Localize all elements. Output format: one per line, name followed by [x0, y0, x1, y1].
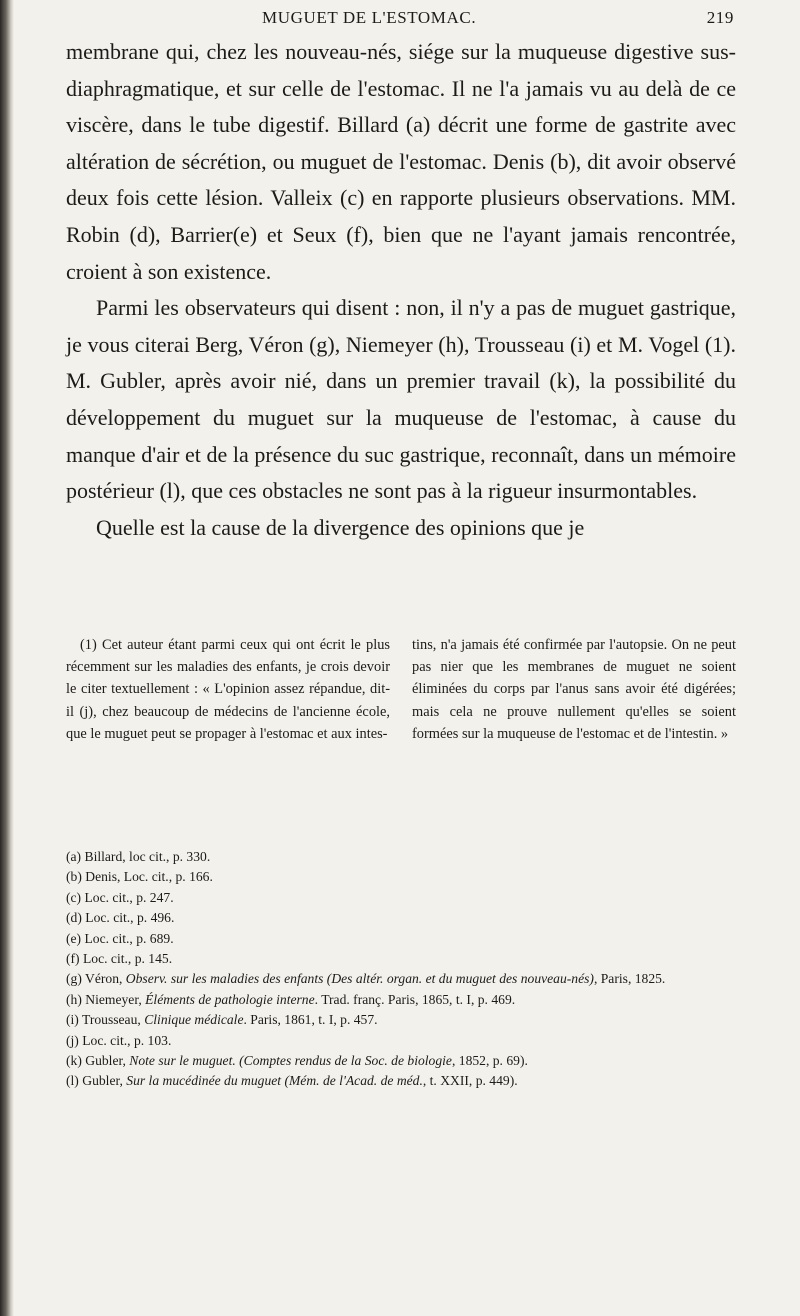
reference-item — [66, 1031, 736, 1051]
reference-list — [66, 847, 736, 1092]
reference-item — [66, 949, 736, 969]
reference-mark: (h) — [66, 991, 82, 1007]
reference-author: Trousseau, — [82, 1012, 141, 1028]
reference-mark: (b) — [66, 869, 82, 885]
reference-text: Billard, loc cit., p. 330. — [84, 849, 211, 864]
reference-item — [66, 969, 736, 989]
reference-title: Note sur le muguet. (Comptes rendus de la Soc. de biologie — [129, 1053, 452, 1069]
reference-author: Véron, — [85, 971, 123, 987]
footnote-text: (1) Cet auteur étant parmi ceux qui ont écrit le plus récemment sur les maladies des enfants, je crois devoir le citer textuellement : « L'opinion assez répandue, dit-il (j), chez beaucoup de médecins de l'ancienne école, que le muguet peut se propager à l'estomac et aux intes- — [66, 637, 390, 742]
reference-item — [66, 847, 736, 867]
reference-rest: . Trad. franç. Paris, 1865, t. I, p. 469. — [314, 991, 516, 1007]
reference-mark: (d) — [66, 910, 82, 926]
reference-mark: (j) — [66, 1032, 79, 1048]
reference-item — [66, 1051, 736, 1071]
page-number: 219 — [706, 8, 734, 27]
reference-mark: (l) — [66, 1073, 79, 1089]
reference-title: Observ. sur les maladies des enfants (Des altér. organ. et du muguet des nouveau-nés) — [125, 971, 594, 987]
reference-text: Loc. cit., p. 103. — [82, 1032, 172, 1048]
reference-rest: , Paris, 1825. — [593, 971, 666, 987]
footnote-text: tins, n'a jamais été confirmée par l'autopsie. On ne peut pas nier que les membranes de muguet ne soient éliminées du corps par l'anus sans avoir été digérées; mais cela ne prouve nullement qu'elles se soient formées sur la muqueuse de l'estomac et de l'intestin. » — [412, 637, 736, 742]
reference-title: Clinique médicale — [144, 1012, 244, 1028]
reference-mark: (e) — [66, 930, 82, 946]
reference-mark: (c) — [66, 889, 82, 905]
reference-title: Éléments de pathologie interne — [145, 991, 315, 1007]
reference-mark: (k) — [66, 1053, 82, 1069]
reference-mark: (i) — [66, 1012, 79, 1028]
reference-item — [66, 867, 736, 887]
reference-text: Denis, Loc. cit., p. 166. — [85, 869, 213, 885]
reference-rest: . Paris, 1861, t. I, p. 457. — [243, 1012, 378, 1028]
reference-mark: (f) — [66, 951, 80, 967]
reference-item — [66, 888, 736, 908]
paragraph: Parmi les observateurs qui disent : non, il n'y a pas de muguet gastrique, je vous citerai Berg, Véron (g), Niemeyer (h), Trousseau (i) et M. Vogel (1). M. Gubler, après avoir nié, dans un premier travail (k), la possibilité du développement du muguet sur la muqueuse de l'estomac, à cause du manque d'air et de la présence du suc gastrique, reconnaît, dans un mémoire postérieur (l), que ces obstacles ne sont pas à la rigueur insurmontables. — [66, 295, 736, 504]
reference-author: Gubler, — [82, 1073, 123, 1089]
reference-author: Gubler, — [85, 1053, 126, 1069]
running-header — [80, 8, 734, 34]
reference-mark: (a) — [66, 849, 82, 864]
paragraph: membrane qui, chez les nouveau-nés, siége sur la muqueuse digestive sus-diaphragmatique, et sur celle de l'estomac. Il ne l'a jamais vu au delà de ce viscère, dans le tube digestif. Billard (a) décrit une forme de gastrite avec altération de sécrétion, ou muguet de l'estomac. Denis (b), dit avoir observé deux fois cette lésion. Valleix (c) en rapporte plusieurs observations. MM. Robin (d), Barrier(e) et Seux (f), bien que ne l'ayant jamais rencontrée, croient à son existence. — [66, 39, 736, 284]
footnote-column-right — [412, 634, 736, 745]
reference-item — [66, 929, 736, 949]
reference-item — [66, 990, 736, 1010]
running-title: MUGUET DE L'ESTOMAC. — [262, 8, 477, 27]
reference-item — [66, 908, 736, 928]
paragraph: Quelle est la cause de la divergence des opinions que je — [96, 514, 585, 540]
reference-rest: , 1852, p. 69). — [451, 1053, 528, 1069]
footnote-column-left — [66, 634, 390, 745]
reference-title: Sur la mucédinée du muguet (Mém. de l'Acad. de méd. — [126, 1073, 423, 1089]
reference-item — [66, 1010, 736, 1030]
reference-text: Loc. cit., p. 247. — [84, 889, 174, 905]
reference-item — [66, 1071, 736, 1091]
reference-text: Loc. cit., p. 496. — [85, 910, 175, 926]
main-text — [66, 34, 736, 546]
reference-author: Niemeyer, — [85, 991, 142, 1007]
reference-text: Loc. cit., p. 145. — [83, 951, 173, 967]
reference-mark: (g) — [66, 971, 82, 987]
reference-text: Loc. cit., p. 689. — [84, 930, 174, 946]
reference-rest: , t. XXII, p. 449). — [422, 1073, 518, 1089]
page-binding-shadow — [0, 0, 14, 1316]
